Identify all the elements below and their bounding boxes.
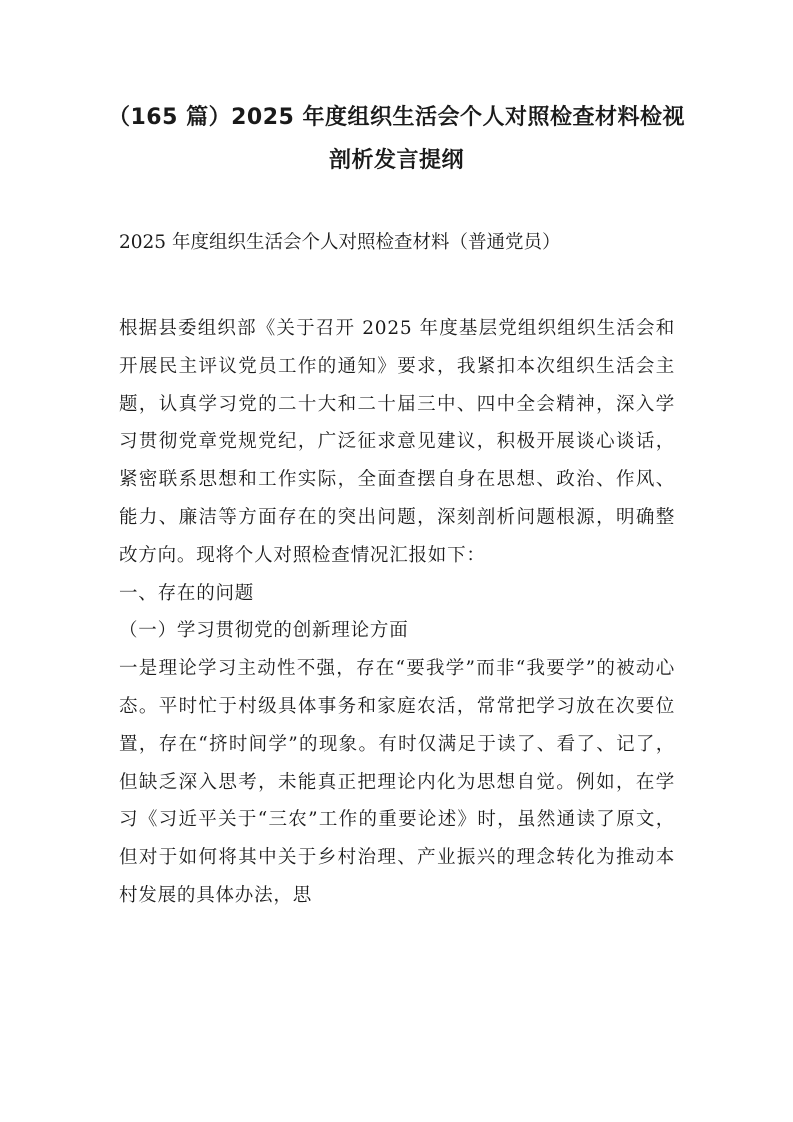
document-title: （165 篇）2025 年度组织生活会个人对照检查材料检视剖析发言提纲 (108, 105, 685, 173)
subsection-heading-theory-study: （一）学习贯彻党的创新理论方面 (119, 620, 409, 642)
document-body (119, 310, 675, 915)
document-subtitle: 2025 年度组织生活会个人对照检查材料（普通党员） (119, 232, 561, 253)
section-heading-problems: 一、存在的问题 (119, 582, 255, 604)
intro-paragraph: 根据县委组织部《关于召开 2025 年度基层党组织组织生活会和开展民主评议党员工作的通知》要求，我紧扣本次组织生活会主题，认真学习党的二十大和二十届三中、四中全会精神，深入学习贯彻党章党规党纪，广泛征求意见建议，积极开展谈心谈话，紧密联系思想和工作实际，全面查摆自身在思想、政治、作风、能力、廉洁等方面存在的突出问题，深刻剖析问题根源，明确整改方向。现将个人对照检查情况汇报如下： (119, 318, 675, 566)
body-paragraph: 一是理论学习主动性不强，存在“要我学”而非“我要学”的被动心态。平时忙于村级具体事务和家庭农活，常常把学习放在次要位置，存在“挤时间学”的现象。有时仅满足于读了、看了、记了，但缺乏深入思考，未能真正把理论内化为思想自觉。例如，在学习《习近平关于“三农”工作的重要论述》时，虽然通读了原文，但对于如何将其中关于乡村治理、产业振兴的理念转化为推动本村发展的具体办法，思 (119, 658, 675, 906)
